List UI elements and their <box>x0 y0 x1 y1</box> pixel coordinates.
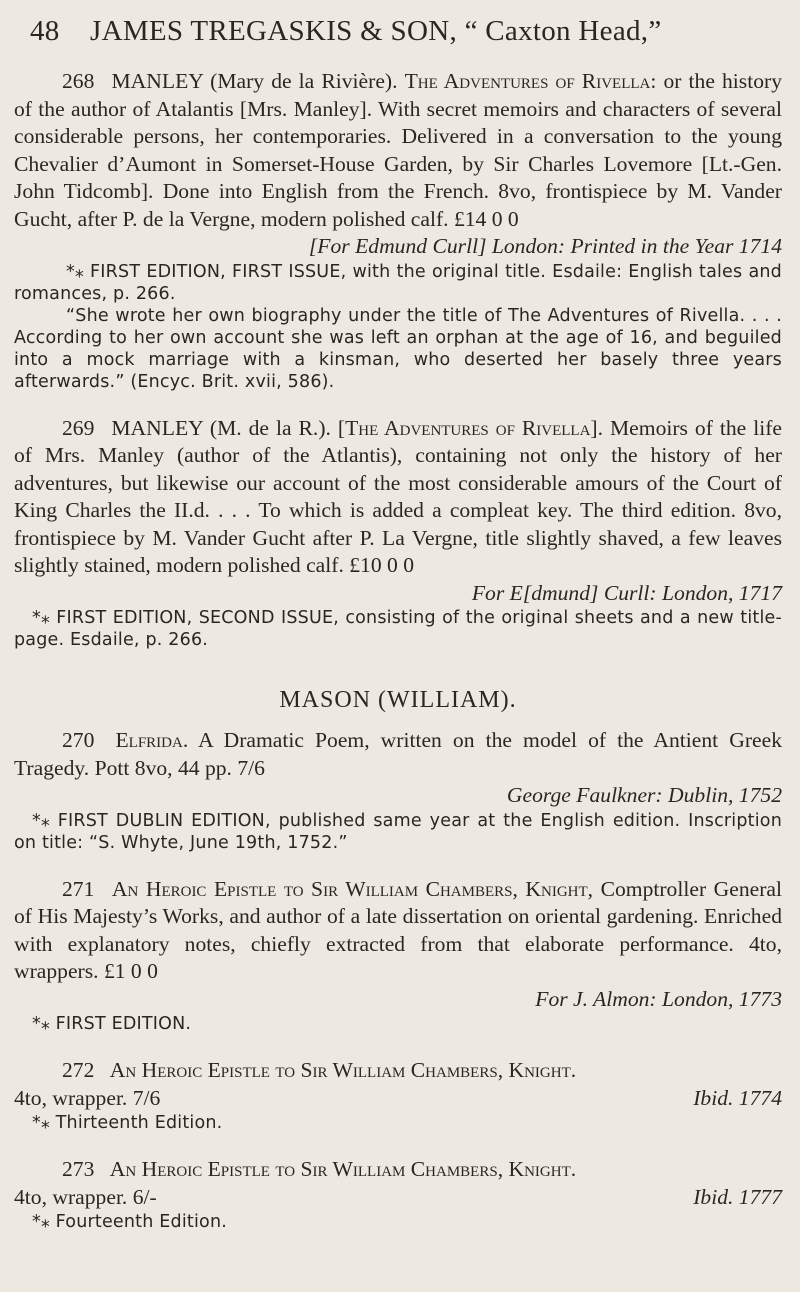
entry-title: The Adventures of Rivella <box>404 69 651 93</box>
entry-269 <box>14 415 782 652</box>
entry-lead: MANLEY (Mary de la Rivière). <box>111 69 398 93</box>
entry-270 <box>14 727 782 854</box>
entry-note: *⁎ FIRST EDITION. <box>32 1014 192 1034</box>
entry-number: 271 <box>62 876 95 901</box>
entry-271 <box>14 876 782 1036</box>
entry-body: 4to, wrapper. 7/6 <box>14 1085 161 1110</box>
entry-imprint: [For Edmund Curll] London: Printed in the Year 1714 <box>308 234 782 258</box>
running-header <box>14 14 782 48</box>
entry-imprint: For E[dmund] Curll: London, 1717 <box>471 580 782 605</box>
entry-body: : or the history of the author of Atalantis [Mrs. Manley]. With secret memoirs and characters of several considerable persons, her contemporaries. Delivered in a conversation to the young Chevalier d’Aumont in Somerset-House Garden, by Sir Charles Lovemore [Lt.-Gen. John Tidcomb]. Done into English from the French. 8vo, frontispiece by M. Vander Gucht, after P. de la Vergne, modern polished calf. £14 0 0 <box>14 69 782 231</box>
entry-title: An Heroic Epistle to Sir William Chambers, Knight. <box>109 1157 577 1181</box>
entry-number: 273 <box>62 1157 95 1181</box>
entry-number: 268 <box>62 69 95 93</box>
entry-number: 270 <box>62 728 95 752</box>
entry-lead: MANLEY (M. de la R.). <box>111 415 331 440</box>
entry-note: *⁎ Thirteenth Edition. <box>32 1113 223 1133</box>
entry-title: An Heroic Epistle to Sir William Chambers, Knight. <box>109 1058 577 1082</box>
page-number: 48 <box>30 15 60 47</box>
entry-imprint: For J. Almon: London, 1773 <box>535 986 782 1011</box>
entry-body: Memoirs of the life of Mrs. Manley (author of the Atlantis), containing not only the history of her adventures, but likewise our account of the most considerable amours of the Court of King Charles the II.d. . . . To which is added a compleat key. The third edition. 8vo, frontispiece by M. Vander Gucht after P. La Vergne, title slightly shaved, a few leaves slightly stained, modern polished calf. £10 0 0 <box>14 415 782 577</box>
entry-note: *⁎ Fourteenth Edition. <box>32 1212 228 1232</box>
entry-number: 272 <box>62 1058 95 1082</box>
entry-body: 4to, wrapper. 6/- <box>14 1184 157 1209</box>
entry-body: Comptroller General of His Majesty’s Works, and author of a late dissertation on oriental gardening. Enriched with explanatory notes, chiefly extracted from that elaborate performance. 4to, wrappers. £1 0 0 <box>14 876 782 983</box>
entry-body: A Dramatic Poem, written on the model of the Antient Greek Tragedy. Pott 8vo, 44 pp. 7/6 <box>14 728 782 780</box>
entry-quote: “She wrote her own biography under the title of The Adventures of Rivella. . . . According to her own account she was left an orphan at the age of 16, and beguiled into a mock marriage with a kinsman, who deserted her basely three years afterwards.” (Encyc. Brit. xvii, 586). <box>14 305 782 392</box>
section-heading: MASON (WILLIAM). <box>279 687 517 713</box>
entry-imprint: Ibid. 1777 <box>693 1184 782 1209</box>
running-title: JAMES TREGASKIS & SON, “ Caxton Head,” <box>90 15 662 47</box>
entry-number: 269 <box>62 415 95 440</box>
entry-title: An Heroic Epistle to Sir William Chambers, Knight, <box>111 876 594 901</box>
entry-imprint: George Faulkner: Dublin, 1752 <box>506 783 782 807</box>
entry-title: [The Adventures of Rivella]. <box>337 415 604 440</box>
entry-note: *⁎ FIRST EDITION, SECOND ISSUE, consisting of the original sheets and a new title-page. Esdaile, p. 266. <box>14 608 782 650</box>
entry-273 <box>14 1156 782 1233</box>
entry-note: *⁎ FIRST DUBLIN EDITION, published same year at the English edition. Inscription on title: “S. Whyte, June 19th, 1752.” <box>14 810 782 853</box>
entry-title: Elfrida. <box>115 728 189 752</box>
entry-272 <box>14 1057 782 1134</box>
entry-imprint: Ibid. 1774 <box>693 1085 782 1110</box>
entry-note: *⁎ FIRST EDITION, FIRST ISSUE, with the original title. Esdaile: English tales and romances, p. 266. <box>14 261 782 304</box>
entry-268 <box>14 68 782 393</box>
